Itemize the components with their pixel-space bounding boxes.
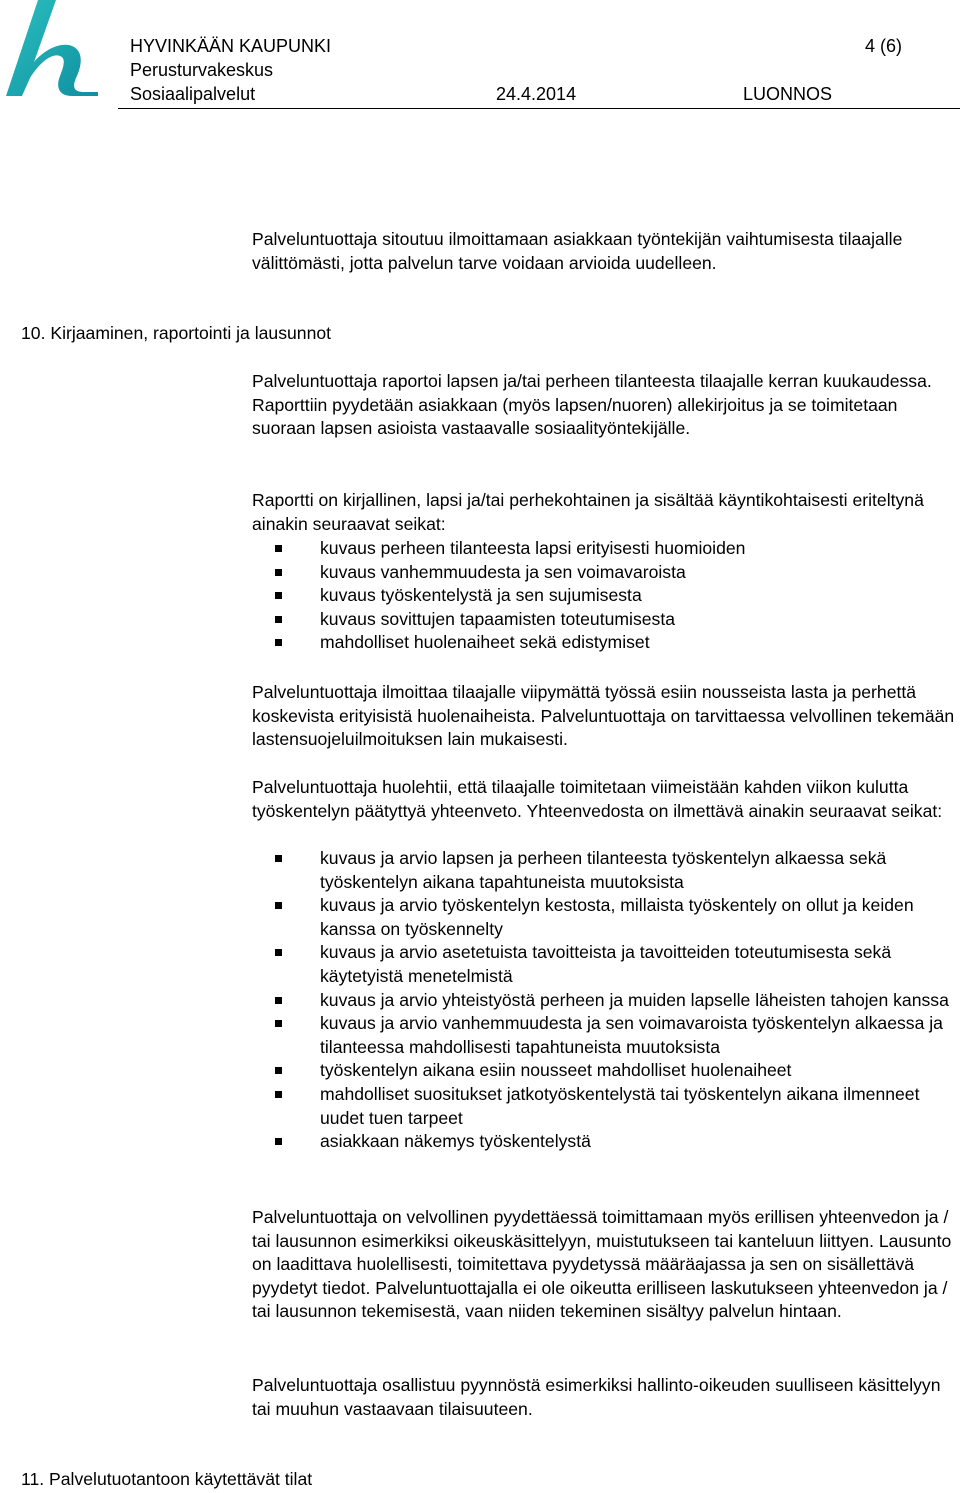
list-item: kuvaus ja arvio yhteistyöstä perheen ja muiden lapselle läheisten tahojen kanssa: [252, 989, 960, 1013]
bullet-icon: [275, 949, 282, 956]
page-number: 4 (6): [865, 36, 903, 56]
paragraph-report-contents: Raportti on kirjallinen, lapsi ja/tai perhekohtainen ja sisältää käyntikohtaisesti eriteltynä ainakin seuraavat seikat:: [252, 490, 924, 534]
bullet-icon: [275, 1138, 282, 1145]
bullet-icon: [275, 997, 282, 1004]
list-item: kuvaus ja arvio asetetuista tavoitteista ja tavoitteiden toteutumisesta sekä käytetyistä menetelmistä: [252, 941, 960, 988]
section-11-heading: 11. Palvelutuotantoon käytettävät tilat: [21, 1469, 313, 1489]
bullet-icon: [275, 569, 282, 576]
paragraph-reporting: Palveluntuottaja raportoi lapsen ja/tai perheen tilanteesta tilaajalle kerran kuukaudessa. Raporttiin pyydetään asiakkaan (myös lapsen/nuoren) allekirjoitus ja se toimitetaan suoraan lapsen asioista vastaavalle sosiaalityöntekijälle.: [252, 371, 932, 439]
list-item: mahdolliset suositukset jatkotyöskentelystä tai työskentelyn aikana ilmenneet uudet tuen tarpeet: [252, 1083, 960, 1130]
list-item: kuvaus ja arvio vanhemmuudesta ja sen voimavaroista työskentelyn alkaessa ja tilanteessa mahdollisesti tapahtuneista muutoksista: [252, 1012, 960, 1059]
header-divider: [118, 108, 960, 109]
list-item: kuvaus työskentelystä ja sen sujumisesta: [252, 584, 960, 608]
intro-paragraph: Palveluntuottaja sitoutuu ilmoittamaan asiakkaan työntekijän vaihtumisesta tilaajalle välittömästi, jotta palvelun tarve voidaan arvioida uudelleen.: [252, 229, 903, 273]
bullet-icon: [275, 639, 282, 646]
unit: Sosiaalipalvelut: [130, 84, 256, 104]
bullet-icon: [275, 902, 282, 909]
bullet-icon: [275, 1091, 282, 1098]
bullet-icon: [275, 592, 282, 599]
list-item: kuvaus vanhemmuudesta ja sen voimavaroista: [252, 561, 960, 585]
summary-items-list: [252, 847, 960, 1154]
department: Perusturvakeskus: [130, 60, 274, 80]
list-item: kuvaus ja arvio lapsen ja perheen tilanteesta työskentelyn alkaessa sekä työskentelyn aikana tapahtuneista muutoksista: [252, 847, 960, 894]
org-name: HYVINKÄÄN KAUPUNKI: [130, 36, 332, 56]
report-items-list: [252, 537, 960, 655]
list-item: mahdolliset huolenaiheet sekä edistymiset: [252, 631, 960, 655]
document-date: 24.4.2014: [496, 84, 577, 104]
list-item: kuvaus sovittujen tapaamisten toteutumisesta: [252, 608, 960, 632]
bullet-icon: [275, 545, 282, 552]
bullet-icon: [275, 855, 282, 862]
document-status: LUONNOS: [743, 84, 833, 104]
paragraph-summary: Palveluntuottaja huolehtii, että tilaajalle toimitetaan viimeistään kahden viikon kulutta työskentelyn päätyttyä yhteenveto. Yhteenvedosta on ilmettävä ainakin seuraavat seikat:: [252, 777, 943, 821]
list-item: työskentelyn aikana esiin nousseet mahdolliset huolenaiheet: [252, 1059, 960, 1083]
list-item: kuvaus perheen tilanteesta lapsi erityisesti huomioiden: [252, 537, 960, 561]
list-item: asiakkaan näkemys työskentelystä: [252, 1130, 960, 1154]
paragraph-hearing: Palveluntuottaja osallistuu pyynnöstä esimerkiksi hallinto-oikeuden suulliseen käsittelyyn tai muuhun vastaavaan tilaisuuteen.: [252, 1375, 941, 1419]
paragraph-concerns: Palveluntuottaja ilmoittaa tilaajalle viipymättä työssä esiin nousseista lasta ja perhettä koskevista erityisistä huolenaiheista. Palveluntuottaja on tarvittaessa velvollinen tekemään lastensuojeluilmoituksen lain mukaisesti.: [252, 682, 955, 750]
list-item: kuvaus ja arvio työskentelyn kestosta, millaista työskentely on ollut ja keiden kanssa on työskennelty: [252, 894, 960, 941]
bullet-icon: [275, 1020, 282, 1027]
bullet-icon: [275, 1067, 282, 1074]
section-10-heading: 10. Kirjaaminen, raportointi ja lausunnot: [21, 323, 332, 343]
paragraph-statement: Palveluntuottaja on velvollinen pyydettäessä toimittamaan myös erillisen yhteenvedon ja / tai lausunnon esimerkiksi oikeuskäsittelyyn, muistutukseen tai kanteluun liittyen. Lausunto on laadittava huolellisesti, toimitettava pyydetyssä määräajassa ja sen on sisällettävä pyydetyt tiedot. Palveluntuottajalla ei ole oikeutta erilliseen laskutukseen yhteenvedon ja / tai lausunnon tekemisestä, vaan niiden tekeminen sisältyy palvelun hintaan.: [252, 1207, 952, 1322]
city-logo-icon: [0, 0, 104, 98]
bullet-icon: [275, 616, 282, 623]
